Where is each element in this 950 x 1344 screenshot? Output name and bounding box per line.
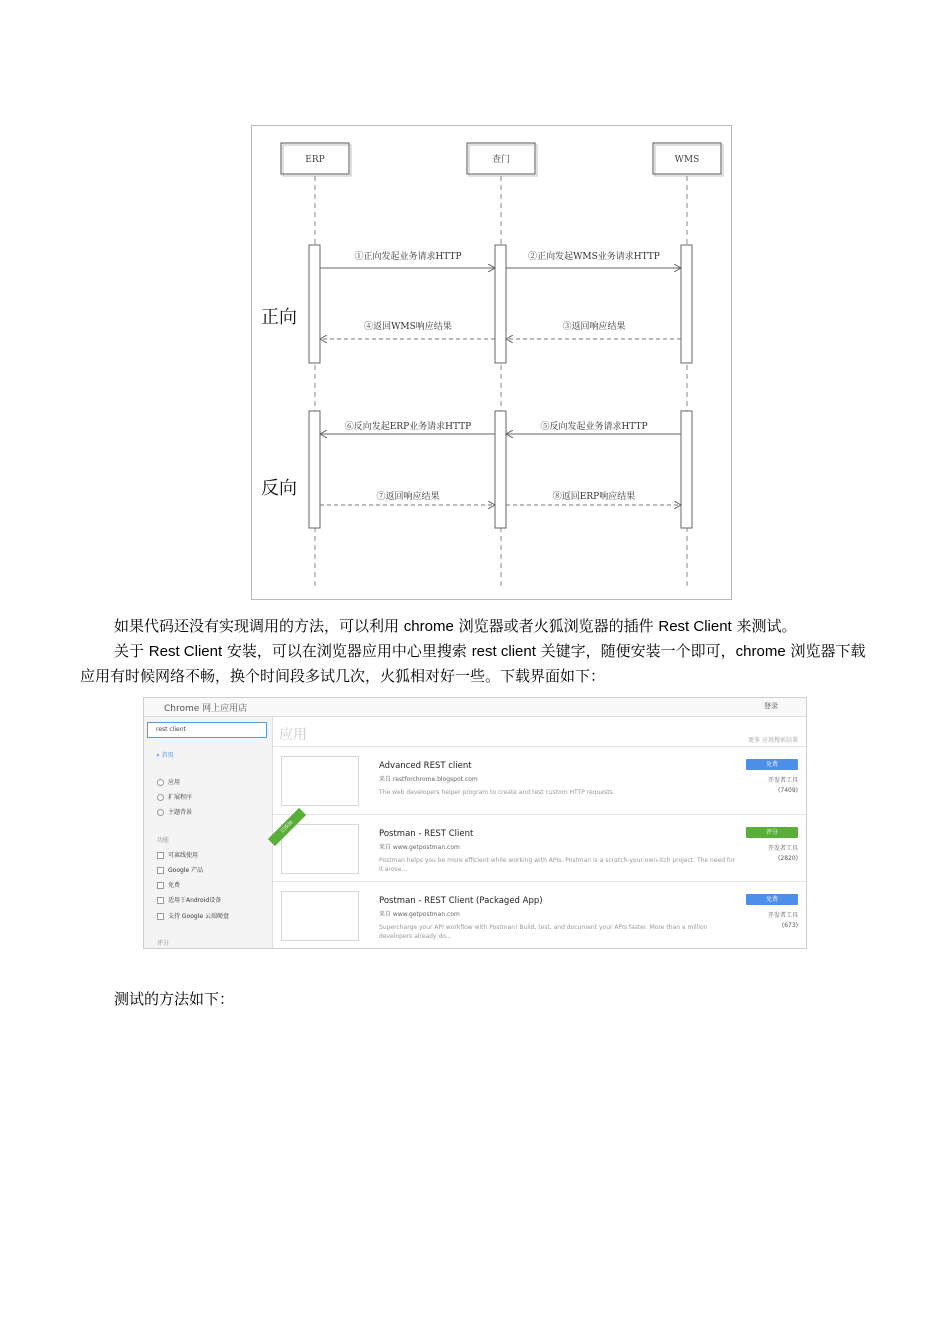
text-run: 浏览器下载应用有时候网络不畅，换个时间段多试几次，火狐相对好一些。下载界面如下： bbox=[80, 642, 866, 685]
checkbox-icon bbox=[157, 913, 164, 920]
app-free-button[interactable]: 免费 bbox=[746, 759, 798, 770]
msg-7-label: ⑦返回响应结果 bbox=[376, 492, 440, 502]
activation-erp-reverse bbox=[309, 411, 320, 528]
feature-offline[interactable] bbox=[157, 850, 198, 859]
app-free-button[interactable]: 免费 bbox=[746, 894, 798, 905]
feature-label: Google 产品 bbox=[168, 867, 204, 874]
feature-label: 支持 Google 云端硬盘 bbox=[168, 913, 229, 920]
filter-label: 扩展程序 bbox=[168, 794, 193, 801]
app-thumbnail[interactable] bbox=[281, 756, 359, 806]
home-link[interactable]: « 首页 bbox=[156, 752, 174, 759]
app-source: 来自 www.getpostman.com bbox=[379, 844, 460, 851]
features-title: 功能 bbox=[157, 837, 170, 844]
app-source: 来自 restforchrome.blogspot.com bbox=[379, 776, 478, 783]
app-name[interactable]: Advanced REST client bbox=[379, 761, 472, 771]
app-rating-count: (673) bbox=[781, 922, 798, 929]
msg-3-label: ③返回响应结果 bbox=[562, 322, 626, 332]
apps-heading: 应用 bbox=[279, 727, 307, 743]
feature-android[interactable] bbox=[157, 895, 221, 904]
msg-8-label: ⑧返回ERP响应结果 bbox=[552, 492, 636, 502]
search-input[interactable]: rest client bbox=[147, 722, 267, 738]
app-item[interactable] bbox=[273, 746, 807, 813]
app-thumbnail[interactable] bbox=[281, 891, 359, 941]
msg-1-label: ①正向发起业务请求HTTP bbox=[354, 252, 462, 262]
app-name[interactable]: Postman - REST Client bbox=[379, 829, 474, 839]
text-run: 关键字，随便安装一个即可， bbox=[535, 642, 736, 660]
filter-label: 应用 bbox=[168, 779, 181, 786]
feature-drive[interactable] bbox=[157, 911, 229, 920]
text-run-latin: Rest Client bbox=[658, 618, 732, 635]
text-run-latin: chrome bbox=[735, 643, 786, 660]
actor-wms-label: WMS bbox=[674, 155, 700, 165]
msg-4-label: ④返回WMS响应结果 bbox=[364, 322, 452, 332]
text-run: 如果代码还没有实现调用的方法，可以利用 bbox=[114, 617, 404, 635]
app-description: The web developers helper program to create and test custom HTTP requests. bbox=[379, 789, 615, 796]
paragraph-3: 测试的方法如下： bbox=[114, 990, 235, 1008]
paragraph-2 bbox=[80, 639, 880, 689]
radio-icon bbox=[157, 809, 164, 816]
chrome-store-screenshot bbox=[143, 697, 807, 949]
feature-free[interactable] bbox=[157, 880, 180, 889]
text-run: 安装，可以在浏览器应用中心里搜索 bbox=[222, 642, 472, 660]
activation-erp-forward bbox=[309, 245, 320, 363]
activation-wms-reverse bbox=[681, 411, 692, 528]
rating-title: 评分 bbox=[157, 940, 170, 947]
activation-wms-forward bbox=[681, 245, 692, 363]
actor-gate-label: 查门 bbox=[491, 155, 511, 165]
actor-erp bbox=[281, 143, 351, 176]
app-category: 开发者工具 bbox=[767, 912, 798, 919]
sequence-diagram bbox=[251, 125, 732, 600]
radio-icon bbox=[157, 794, 164, 801]
checkbox-icon bbox=[157, 867, 164, 874]
more-results-link[interactable]: 更多 应用搜索结果 bbox=[748, 737, 798, 744]
text-run-latin: chrome bbox=[403, 618, 454, 635]
text-run: 来测试。 bbox=[731, 617, 797, 635]
app-item[interactable] bbox=[273, 881, 807, 948]
msg-2-label: ②正向发起WMS业务请求HTTP bbox=[528, 252, 660, 262]
feature-google[interactable] bbox=[157, 865, 203, 874]
actor-erp-label: ERP bbox=[305, 155, 325, 165]
sequence-diagram-svg bbox=[252, 126, 733, 601]
app-name[interactable]: Postman - REST Client (Packaged App) bbox=[379, 896, 543, 906]
forward-label: 正向 bbox=[261, 307, 297, 328]
msg-5-label: ⑤反向发起业务请求HTTP bbox=[540, 422, 648, 432]
feature-label: 免费 bbox=[168, 882, 181, 889]
checkbox-icon bbox=[157, 897, 164, 904]
app-description: Postman helps you be more efficient while working with APIs. Postman is a scratch-your-own-itch project. The need for it arose... bbox=[379, 857, 736, 873]
filter-type-themes[interactable] bbox=[157, 807, 192, 816]
app-rating-count: (7409) bbox=[778, 787, 798, 794]
filter-type-apps[interactable] bbox=[157, 777, 180, 786]
app-source: 来自 www.getpostman.com bbox=[379, 911, 460, 918]
paragraph-1 bbox=[80, 614, 880, 639]
login-link[interactable]: 登录 bbox=[764, 702, 778, 710]
app-category: 开发者工具 bbox=[767, 777, 798, 784]
app-item[interactable] bbox=[273, 814, 807, 881]
filter-label: 主题背景 bbox=[168, 809, 193, 816]
actor-gate bbox=[467, 143, 537, 176]
feature-label: 可离线使用 bbox=[168, 852, 199, 859]
text-run-latin: rest client bbox=[471, 643, 536, 660]
radio-icon bbox=[157, 779, 164, 786]
app-thumbnail[interactable] bbox=[281, 824, 359, 874]
reverse-label: 反向 bbox=[261, 478, 297, 499]
text-run: 浏览器或者火狐浏览器的插件 bbox=[453, 617, 659, 635]
added-ribbon: 已添加 bbox=[268, 808, 306, 846]
store-title: Chrome 网上应用店 bbox=[164, 704, 248, 714]
app-category: 开发者工具 bbox=[767, 845, 798, 852]
app-description: Supercharge your API workflow with Postman! Build, test, and document your APIs faster. More than a million developers already do... bbox=[379, 924, 708, 940]
activation-gate-reverse bbox=[495, 411, 506, 528]
actor-wms bbox=[653, 143, 723, 176]
msg-6-label: ⑥反向发起ERP业务请求HTTP bbox=[344, 422, 472, 432]
activation-gate-forward bbox=[495, 245, 506, 363]
checkbox-icon bbox=[157, 852, 164, 859]
app-rating-count: (2820) bbox=[778, 855, 798, 862]
feature-label: 适用于Android设备 bbox=[168, 897, 222, 904]
filter-type-extensions[interactable] bbox=[157, 792, 192, 801]
app-rate-button[interactable]: 评分 bbox=[746, 827, 798, 838]
checkbox-icon bbox=[157, 882, 164, 889]
text-run: 关于 bbox=[114, 642, 149, 660]
text-run-latin: Rest Client bbox=[148, 643, 223, 660]
